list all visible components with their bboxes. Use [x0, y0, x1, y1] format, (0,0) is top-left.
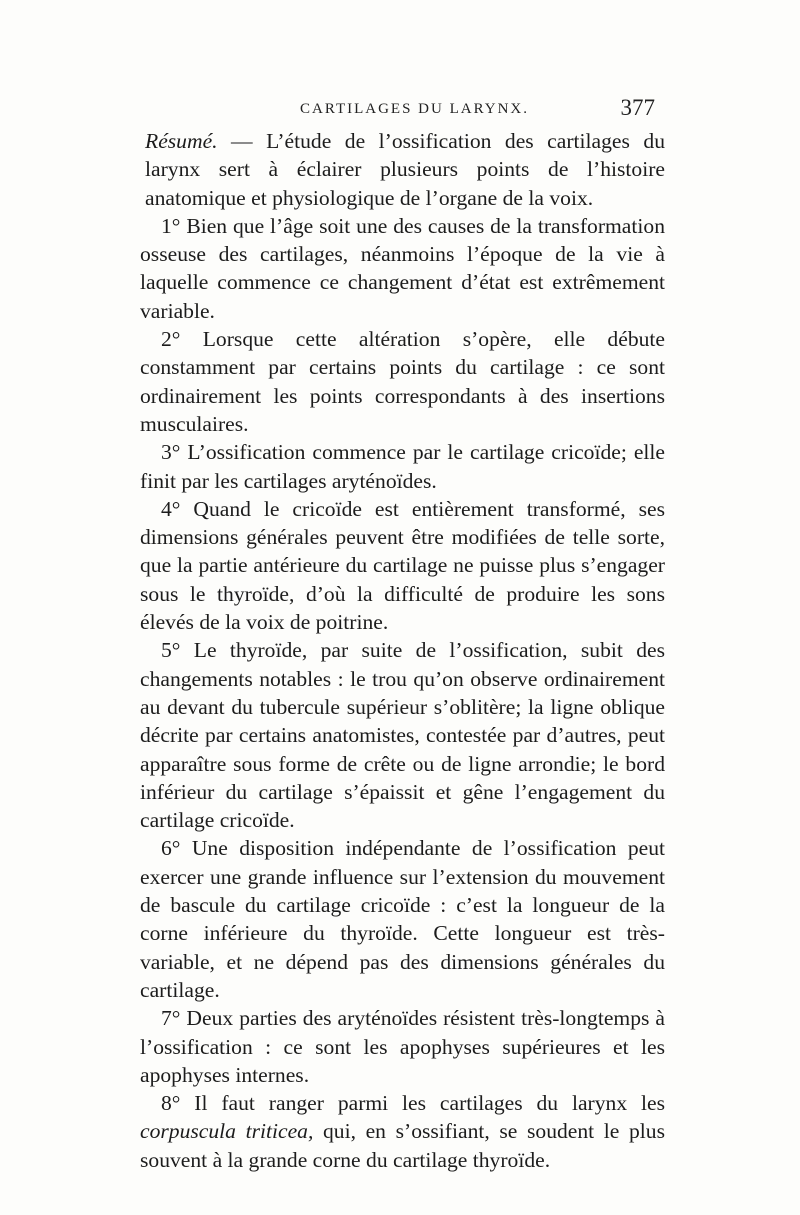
paragraph-point-5: [140, 636, 665, 834]
paragraph-point-1: [140, 212, 665, 325]
point-2-text: 2° Lorsque cette altération s’opère, elle débute constamment par certains points du cartilage : ce sont ordinairement les points correspondants à des insertions musculaires.: [140, 327, 665, 436]
point-1-text: 1° Bien que l’âge soit une des causes de la transformation osseuse des cartilages, néanmoins l’époque de la vie à laquelle commence ce changement d’état est extrêmement variable.: [140, 213, 665, 323]
paragraph-point-8: [140, 1089, 665, 1174]
point-4-text: 4° Quand le cricoïde est entièrement transformé, ses dimensions générales peuvent être modifiées de telle sorte, que la partie antérieure du cartilage ne puisse plus s’engager sous le thyroïde, d’où la difficulté de produire les sons élevés de la voix de poitrine.: [140, 496, 665, 635]
point-5-text: 5° Le thyroïde, par suite de l’ossification, subit des changements notables : le trou qu’on observe ordinairement au devant du tubercule supérieur s’oblitère; la ligne oblique décrite par certains anatomistes, contestée par d’autres, peut apparaître sous forme de crête ou de ligne arrondie; le bord inférieur du cartilage s’épaissit et gêne l’engagement du cartilage cricoïde.: [140, 638, 665, 833]
running-head: [140, 95, 665, 127]
point-8-text-start: 8° Il faut ranger parmi les cartilages du larynx les: [161, 1091, 665, 1116]
paragraph-point-7: [140, 1004, 665, 1089]
paragraph-point-4: [140, 495, 665, 636]
page-number: 377: [620, 95, 655, 120]
paragraph-point-2: [140, 325, 665, 438]
corpuscula-triticea-term: corpuscula triticea,: [140, 1119, 314, 1144]
running-title: CARTILAGES DU LARYNX.: [300, 101, 530, 117]
point-3-text: 3° L’ossification commence par le cartilage cricoïde; elle finit par les cartilages aryténoïdes.: [140, 440, 665, 493]
paragraph-point-3: [140, 438, 665, 495]
paragraph-point-6: [140, 834, 665, 1004]
point-6-text: 6° Une disposition indépendante de l’ossification peut exercer une grande influence sur l’extension du mouvement de bascule du cartilage cricoïde : c’est la longueur de la corne inférieure du thyroïde. Cette longueur est très-variable, et ne dépend pas des dimensions générales du cartilage.: [140, 836, 665, 1002]
resume-heading: Résumé.: [145, 129, 218, 153]
body-text: [140, 127, 665, 1174]
resume-text: — L’étude de l’ossification des cartilages du larynx sert à éclairer plusieurs points de l’histoire anatomique et physiologique de l’organe de la voix.: [145, 129, 665, 210]
paragraph-resume: [140, 127, 665, 212]
point-7-text: 7° Deux parties des aryténoïdes résistent très-longtemps à l’ossification : ce sont les apophyses supérieures et les apophyses internes.: [140, 1006, 665, 1087]
point-8-text-end: qui, en s’ossifiant, se soudent le plus souvent à la grande corne du cartilage thyroïde.: [140, 1119, 666, 1172]
